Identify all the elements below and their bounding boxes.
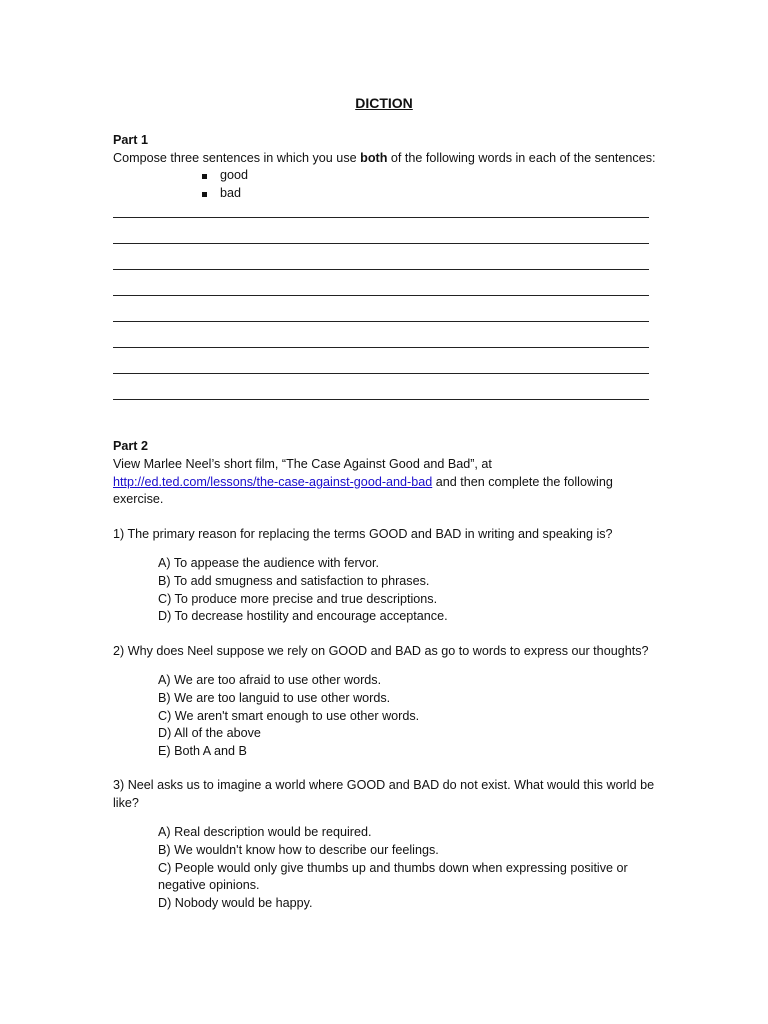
answer-line[interactable] [113,322,649,348]
question-2 [113,643,658,761]
part2-heading: Part 2 [113,439,149,454]
answer-option[interactable]: C) We aren't smart enough to use other words. [158,708,420,723]
question-text: 3) Neel asks us to imagine a world where GOOD and BAD do not exist. What would this world be like? [113,778,655,810]
answer-option[interactable]: D) Nobody would be happy. [158,895,313,910]
answer-option[interactable]: A) To appease the audience with fervor. [158,556,379,571]
question-text: 2) Why does Neel suppose we rely on GOOD and BAD as go to words to express our thoughts? [113,643,649,658]
word-list-item: bad [202,185,658,203]
answer-line[interactable] [113,374,649,400]
answer-option[interactable]: E) Both A and B [158,743,247,758]
question-options [158,555,658,625]
answer-option[interactable]: A) Real description would be required. [158,825,372,840]
question-1 [113,526,658,626]
part1-instruction-pre: Compose three sentences in which you use [113,150,361,165]
answer-option[interactable]: D) To decrease hostility and encourage acceptance. [158,609,448,624]
part1-heading: Part 1 [113,133,149,147]
answer-line[interactable] [113,296,649,322]
worksheet-content [113,132,658,912]
part1-instruction [113,150,658,168]
answer-option[interactable]: C) To produce more precise and true descriptions. [158,591,438,606]
part2-intro [113,456,658,509]
part2-intro-post: and then complete the following exercise. [113,474,613,507]
answer-line[interactable] [113,348,649,374]
question-3 [113,777,658,912]
answer-option[interactable]: A) We are too afraid to use other words. [158,673,382,688]
question-options [158,672,658,760]
ted-lesson-link[interactable]: http://ed.ted.com/lessons/the-case-against-good-and-bad [113,474,433,489]
part1-instruction-bold: both [360,150,388,165]
word-list-item: good [202,167,658,185]
answer-line[interactable] [113,270,649,296]
answer-option[interactable]: D) All of the above [158,726,261,741]
page-title: DICTION [355,95,413,111]
answer-option[interactable]: C) People would only give thumbs up and thumbs down when expressing positive or negative opinions. [158,860,628,893]
answer-line[interactable] [113,244,649,270]
question-options [158,824,658,912]
answer-lines [113,204,658,400]
part2-intro-pre: View Marlee Neel’s short film, “The Case Against Good and Bad”, at [113,456,492,471]
answer-line[interactable] [113,218,649,244]
word-list [113,167,658,202]
answer-option[interactable]: B) We wouldn't know how to describe our feelings. [158,843,439,858]
part1-instruction-post: of the following words in each of the sentences: [387,150,656,165]
answer-line[interactable] [113,204,649,218]
answer-option[interactable]: B) We are too languid to use other words. [158,690,391,705]
question-text: 1) The primary reason for replacing the terms GOOD and BAD in writing and speaking is? [113,526,613,541]
answer-option[interactable]: B) To add smugness and satisfaction to phrases. [158,573,430,588]
